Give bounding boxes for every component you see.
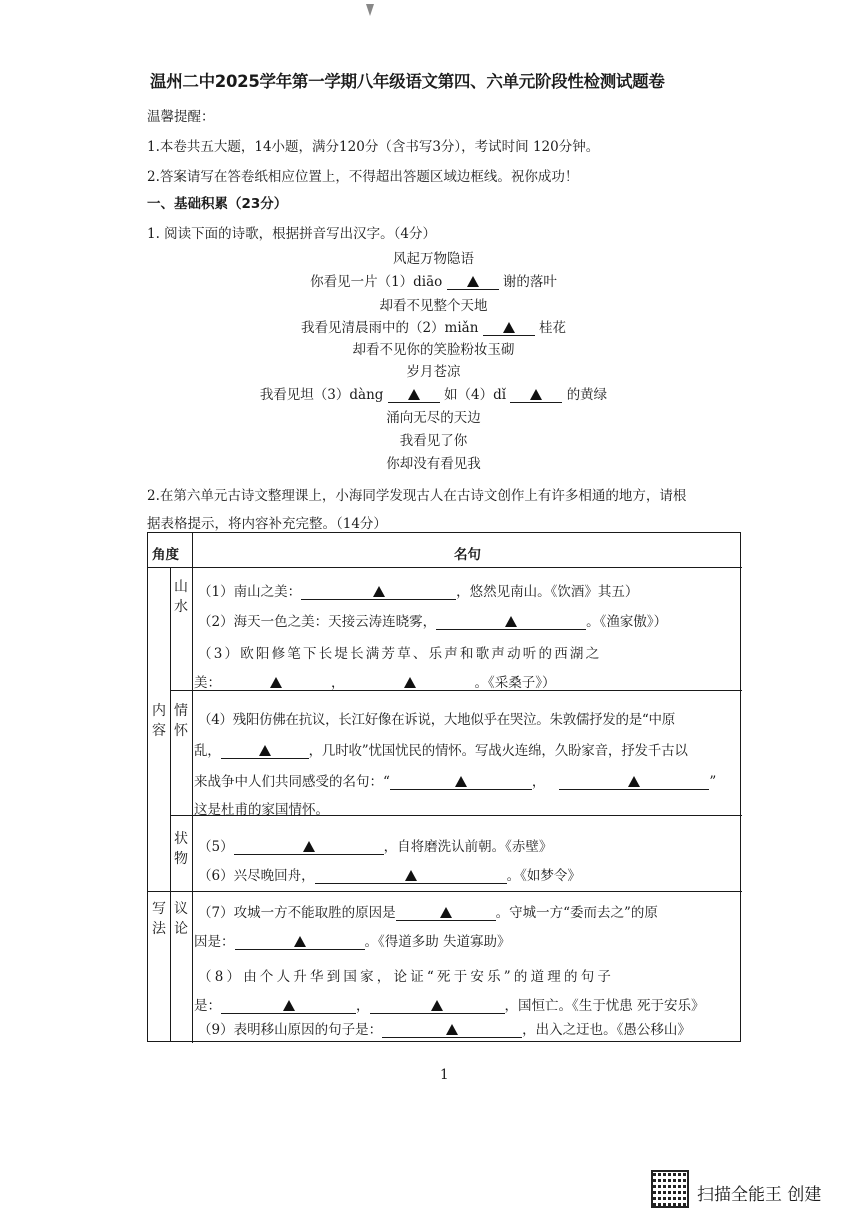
table-rule <box>170 891 171 1041</box>
table-row: （3）欧阳修笔下长堤长满芳草、乐声和歌声动听的西湖之 <box>198 646 602 662</box>
poem-line: 我看见坦（3）dàng 如（4）dǐ 的黄绿 <box>259 387 608 403</box>
table-row: 美： ， 。《采桑子》） <box>194 675 556 691</box>
triangle-icon <box>530 389 542 400</box>
triangle-icon <box>294 936 306 947</box>
answer-blank[interactable] <box>396 905 496 921</box>
answer-blank[interactable] <box>483 320 535 336</box>
table-rule <box>148 567 742 568</box>
table-row: （8）由个人升华到国家，论证“死于安乐”的道理的句子 <box>198 969 615 985</box>
poem-title: 风起万物隐语 <box>393 251 474 267</box>
poem-line: 却看不见你的笑脸粉妆玉砌 <box>352 342 515 358</box>
section-heading: 一、基础积累（23分） <box>147 196 288 212</box>
table-row: （4）残阳仿佛在抗议，长江好像在诉说，大地似乎在哭泣。朱敦儒抒发的是“中原 <box>198 712 675 728</box>
answer-blank[interactable] <box>345 675 475 691</box>
table-row: 乱， ，几时收”忧国忧民的情怀。写战火连绵，久盼家音，抒发千古以 <box>194 743 688 759</box>
poem-line: 我看见清晨雨中的（2）miǎn 桂花 <box>300 320 567 336</box>
answer-table <box>147 532 741 1042</box>
tips-item-1: 1.本卷共五大题，14小题，满分120分（含书写3分），考试时间 120分钟。 <box>147 139 600 155</box>
question-1-stem: 1. 阅读下面的诗歌，根据拼音写出汉字。（4分） <box>147 226 437 242</box>
triangle-icon <box>628 776 640 787</box>
sub-label-feeling: 情怀 <box>174 703 188 739</box>
table-row: （5） ，自将磨洗认前朝。《赤壁》 <box>198 839 553 855</box>
triangle-icon <box>440 907 452 918</box>
triangle-icon <box>505 616 517 627</box>
sub-label-object: 状物 <box>174 831 188 867</box>
scanner-watermark: 扫描全能王 创建 <box>697 1185 822 1205</box>
answer-blank[interactable] <box>559 774 709 790</box>
question-2-stem: 2.在第六单元古诗文整理课上，小海同学发现古人在古诗文创作上有许多相通的地方，请根 <box>147 488 687 504</box>
answer-blank[interactable] <box>510 387 562 403</box>
answer-blank[interactable] <box>221 998 356 1014</box>
answer-blank[interactable] <box>382 1022 522 1038</box>
table-row: 这是杜甫的家国情怀。 <box>194 802 329 818</box>
group-label-method: 写法 <box>152 901 166 937</box>
sub-label-landscape: 山水 <box>174 579 188 615</box>
table-row: 因是： 。《得道多助 失道寡助》 <box>194 934 511 950</box>
question-2-stem: 据表格提示，将内容补充完整。（14分） <box>147 516 387 532</box>
table-row: （1）南山之美： ，悠然见南山。《饮酒》其五） <box>198 584 639 600</box>
table-row: （6）兴尽晚回舟， 。《如梦令》 <box>198 868 581 884</box>
poem-line: 我看见了你 <box>399 433 468 449</box>
page-number: 1 <box>440 1067 449 1083</box>
answer-blank[interactable] <box>221 743 309 759</box>
answer-blank[interactable] <box>235 934 365 950</box>
answer-blank[interactable] <box>315 868 507 884</box>
table-header-angle: 角度 <box>152 547 179 563</box>
table-row: 是： ， ，国恒亡。《生于忧患 死于安乐》 <box>194 998 705 1014</box>
table-rule <box>148 891 742 892</box>
triangle-icon <box>467 276 479 287</box>
table-rule <box>170 567 171 891</box>
triangle-icon <box>259 745 271 756</box>
answer-blank[interactable] <box>447 274 499 290</box>
tips-heading: 温馨提醒： <box>147 109 215 125</box>
sub-label-argument: 议论 <box>174 901 188 937</box>
triangle-icon <box>446 1024 458 1035</box>
poem-line: 岁月苍凉 <box>406 364 461 380</box>
triangle-icon <box>405 870 417 881</box>
answer-blank[interactable] <box>370 998 505 1014</box>
triangle-icon <box>503 322 515 333</box>
answer-blank[interactable] <box>436 614 586 630</box>
triangle-icon <box>431 1000 443 1011</box>
table-rule <box>192 533 193 1043</box>
table-row: （2）海天一色之美：天接云涛连晓雾， 。《渔家傲》） <box>198 614 668 630</box>
triangle-icon <box>373 586 385 597</box>
triangle-icon <box>404 677 416 688</box>
poem-line: 你看见一片（1）diāo 谢的落叶 <box>310 274 557 290</box>
answer-blank[interactable] <box>388 387 440 403</box>
table-row: （9）表明移山原因的句子是： ，出入之迂也。《愚公移山》 <box>198 1022 691 1038</box>
table-row: 来战争中人们共同感受的名句：“ ， ” <box>194 774 717 790</box>
poem-line: 涌向无尽的天边 <box>386 410 481 426</box>
answer-blank[interactable] <box>221 675 331 691</box>
poem-line: 却看不见整个天地 <box>379 298 488 314</box>
answer-blank[interactable] <box>234 839 384 855</box>
triangle-icon <box>283 1000 295 1011</box>
triangle-icon <box>270 677 282 688</box>
triangle-icon <box>455 776 467 787</box>
triangle-icon <box>303 841 315 852</box>
scan-edge-mark <box>366 4 374 16</box>
poem-line: 你却没有看见我 <box>386 456 481 472</box>
group-label-content: 内容 <box>152 703 166 739</box>
table-row: （7）攻城一方不能取胜的原因是 。守城一方“委而去之”的原 <box>198 905 658 921</box>
tips-item-2: 2.答案请写在答卷纸相应位置上，不得超出答题区域边框线。祝你成功！ <box>147 169 579 185</box>
answer-blank[interactable] <box>390 774 532 790</box>
table-header-lines: 名句 <box>454 547 481 563</box>
answer-blank[interactable] <box>301 584 456 600</box>
qr-code-icon <box>651 1170 689 1208</box>
triangle-icon <box>408 389 420 400</box>
page-title: 温州二中2025学年第一学期八年级语文第四、六单元阶段性检测试题卷 <box>150 72 665 91</box>
